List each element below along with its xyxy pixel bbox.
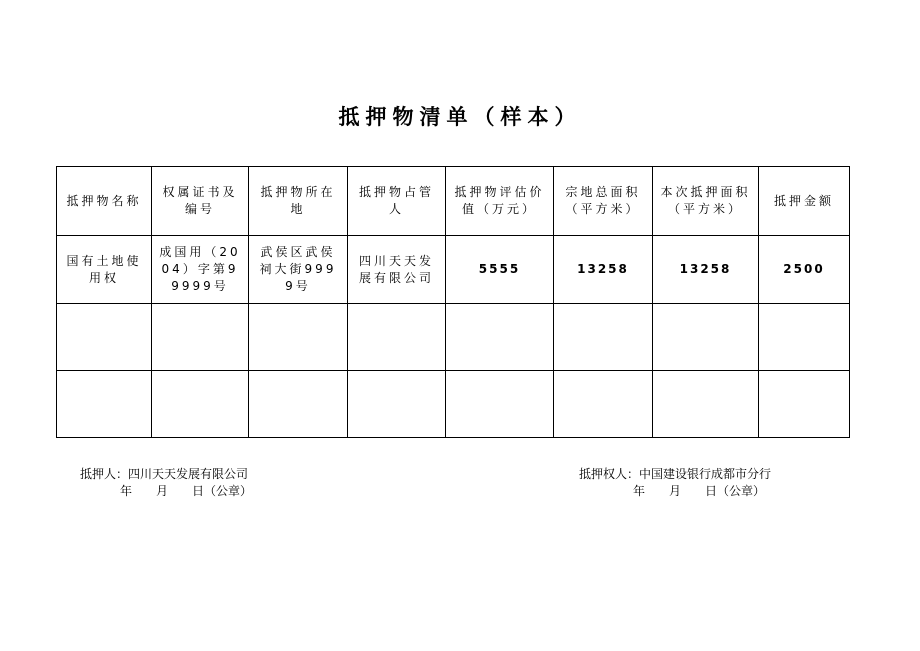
mortgagee-date-line: 年 月 日（公章） <box>633 484 766 498</box>
table-cell <box>348 371 446 438</box>
table-cell <box>759 304 850 371</box>
table-row <box>57 236 850 304</box>
table-cell: 13258 <box>554 236 653 304</box>
table-cell <box>446 304 554 371</box>
table-cell <box>57 304 152 371</box>
table-cell <box>152 371 249 438</box>
header-cell-location: 抵押物所在地 <box>249 167 348 236</box>
header-cell-total-area: 宗地总面积（平方米） <box>554 167 653 236</box>
table-cell: 国有土地使用权 <box>57 236 152 304</box>
table-cell: 5555 <box>446 236 554 304</box>
table-cell <box>446 371 554 438</box>
header-cell-collateral-name: 抵押物名称 <box>57 167 152 236</box>
table-cell <box>57 371 152 438</box>
mortgagor-date-line: 年 月 日（公章） <box>120 484 253 498</box>
table-cell <box>653 304 759 371</box>
mortgagor-signature-block <box>80 466 252 500</box>
table-cell: 武侯区武侯祠大街9999号 <box>249 236 348 304</box>
table-header-row <box>57 167 850 236</box>
table-cell <box>554 371 653 438</box>
table-cell <box>348 304 446 371</box>
header-cell-mortgage-amount: 抵押金额 <box>759 167 850 236</box>
table-cell: 成国用（2004）字第99999号 <box>152 236 249 304</box>
table-cell <box>759 371 850 438</box>
mortgagor-label: 抵押人：四川天天发展有限公司 <box>80 467 249 481</box>
table-cell: 四川天天发展有限公司 <box>348 236 446 304</box>
table-cell <box>249 371 348 438</box>
header-cell-appraised-value: 抵押物评估价值（万元） <box>446 167 554 236</box>
table-cell <box>554 304 653 371</box>
mortgagee-label: 抵押权人：中国建设银行成都市分行 <box>579 467 772 481</box>
table-cell <box>249 304 348 371</box>
table-cell: 2500 <box>759 236 850 304</box>
collateral-table <box>56 166 850 438</box>
table-cell <box>653 371 759 438</box>
table-row <box>57 304 850 371</box>
header-cell-custodian: 抵押物占管人 <box>348 167 446 236</box>
table-cell <box>152 304 249 371</box>
header-cell-certificate-number: 权属证书及编号 <box>152 167 249 236</box>
table-cell: 13258 <box>653 236 759 304</box>
header-cell-mortgaged-area: 本次抵押面积（平方米） <box>653 167 759 236</box>
table-row <box>57 371 850 438</box>
document-title: 抵押物清单（样本） <box>338 105 582 129</box>
mortgagee-signature-block <box>579 466 771 500</box>
